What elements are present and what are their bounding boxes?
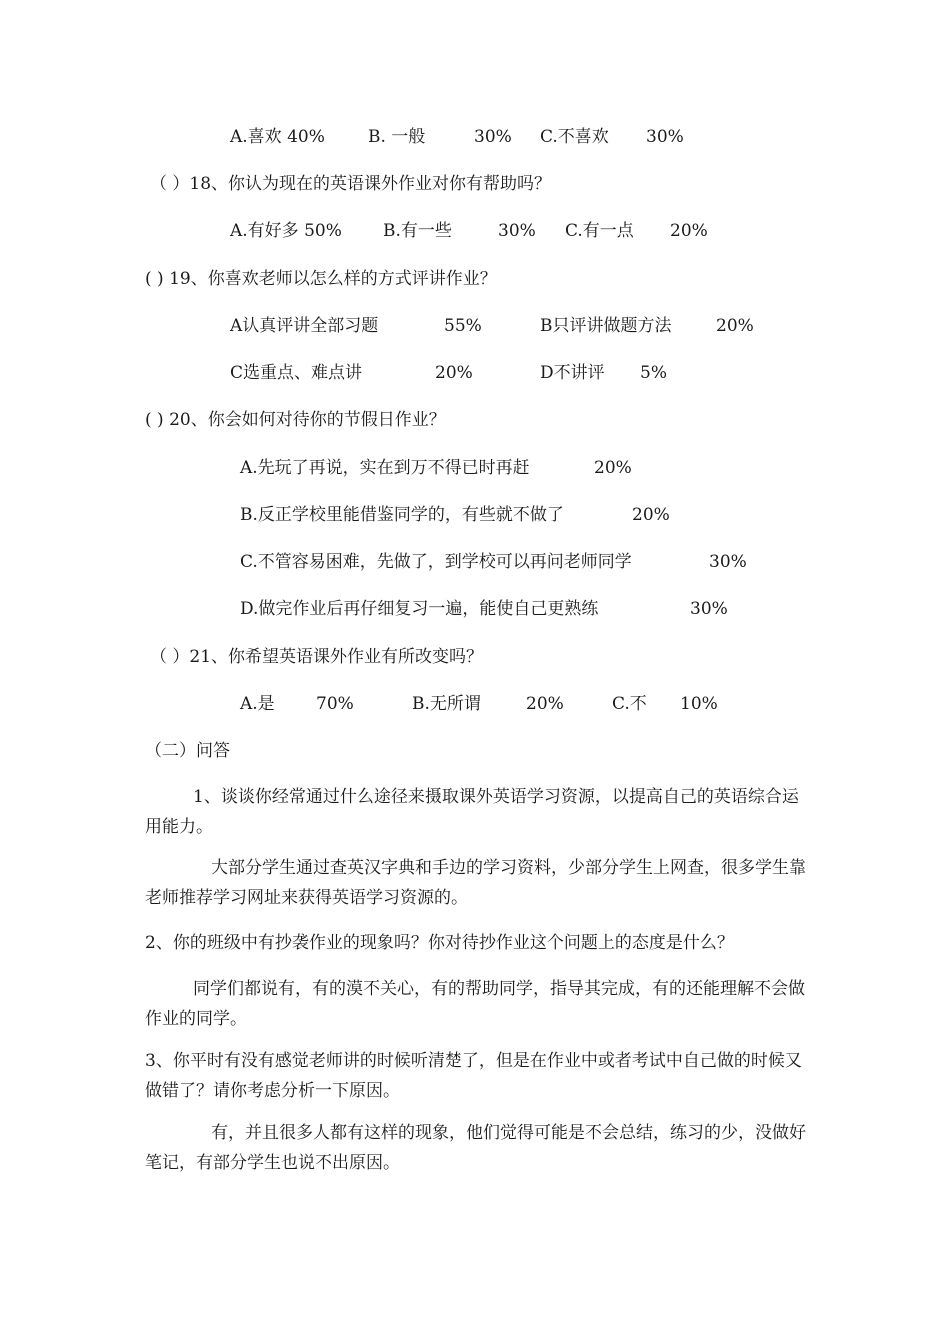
q20-question: ( ) 20、你会如何对待你的节假日作业？ bbox=[145, 410, 446, 430]
q18-option-a: A.有好多 50% bbox=[230, 221, 342, 241]
q20-option-d: D.做完作业后再仔细复习一遍，能使自己更熟练 bbox=[240, 599, 599, 619]
qa3-answer: 有，并且很多人都有这样的现象，他们觉得可能是不会总结，练习的少，没做好笔记，有部分学生也说不出原因。 bbox=[145, 1123, 806, 1173]
q19-option-b: B只评讲做题方法 bbox=[540, 316, 672, 336]
q20-option-b-pct: 20% bbox=[632, 505, 670, 525]
q19-option-d: D不讲评 bbox=[540, 363, 605, 383]
section2-title: （二）问答 bbox=[145, 741, 230, 761]
q21-option-b-pct: 20% bbox=[526, 694, 564, 714]
q20-option-a-pct: 20% bbox=[594, 458, 632, 478]
q20-option-b: B.反正学校里能借鉴同学的，有些就不做了 bbox=[240, 505, 564, 525]
qa2-answer: 同学们都说有，有的漠不关心，有的帮助同学，指导其完成，有的还能理解不会做作业的同学。 bbox=[145, 979, 805, 1029]
q20-option-d-pct: 30% bbox=[690, 599, 728, 619]
q18-option-b-pct: 30% bbox=[498, 221, 536, 241]
q18-question: （ ）18、你认为现在的英语课外作业对你有帮助吗？ bbox=[150, 174, 552, 194]
qa1-answer: 大部分学生通过查英汉字典和手边的学习资料，少部分学生上网查，很多学生靠老师推荐学习网址来获得英语学习资源的。 bbox=[145, 858, 806, 908]
q18-option-c: C.有一点 bbox=[565, 221, 634, 241]
q19-option-a: A认真评讲全部习题 bbox=[230, 316, 379, 336]
q19-option-a-pct: 55% bbox=[444, 316, 482, 336]
q18-option-b: B.有一些 bbox=[383, 221, 452, 241]
q20-option-c: C.不管容易困难，先做了，到学校可以再问老师同学 bbox=[240, 552, 632, 572]
q21-question: （ ）21、你希望英语课外作业有所改变吗？ bbox=[150, 647, 484, 667]
q17-option-c-pct: 30% bbox=[646, 127, 684, 147]
q17-option-c: C.不喜欢 bbox=[540, 127, 609, 147]
q21-option-c-pct: 10% bbox=[680, 694, 718, 714]
q19-option-c: C选重点、难点讲 bbox=[230, 363, 363, 383]
q19-question: ( ) 19、你喜欢老师以怎么样的方式评讲作业？ bbox=[145, 269, 497, 289]
q21-option-c: C.不 bbox=[612, 694, 647, 714]
q17-option-b-pct: 30% bbox=[474, 127, 512, 147]
q20-option-c-pct: 30% bbox=[709, 552, 747, 572]
qa3-question: 3、你平时有没有感觉老师讲的时候听清楚了，但是在作业中或者考试中自己做的时候又做错了？请你考虑分析一下原因。 bbox=[145, 1051, 802, 1101]
q19-option-d-pct: 5% bbox=[640, 363, 667, 383]
q21-option-a: A.是 bbox=[240, 694, 275, 714]
q17-option-b: B. 一般 bbox=[368, 127, 426, 147]
q21-option-b: B.无所谓 bbox=[412, 694, 481, 714]
qa2-question: 2、你的班级中有抄袭作业的现象吗？你对待抄作业这个问题上的态度是什么？ bbox=[145, 933, 734, 953]
q19-option-c-pct: 20% bbox=[435, 363, 473, 383]
qa1-question: 1、谈谈你经常通过什么途径来摄取课外英语学习资源，以提高自己的英语综合运用能力。 bbox=[145, 787, 799, 837]
q20-option-a: A.先玩了再说，实在到万不得已时再赶 bbox=[240, 458, 530, 478]
q17-option-a: A.喜欢 40% bbox=[230, 127, 325, 147]
q19-option-b-pct: 20% bbox=[716, 316, 754, 336]
q18-option-c-pct: 20% bbox=[670, 221, 708, 241]
q21-option-a-pct: 70% bbox=[316, 694, 354, 714]
